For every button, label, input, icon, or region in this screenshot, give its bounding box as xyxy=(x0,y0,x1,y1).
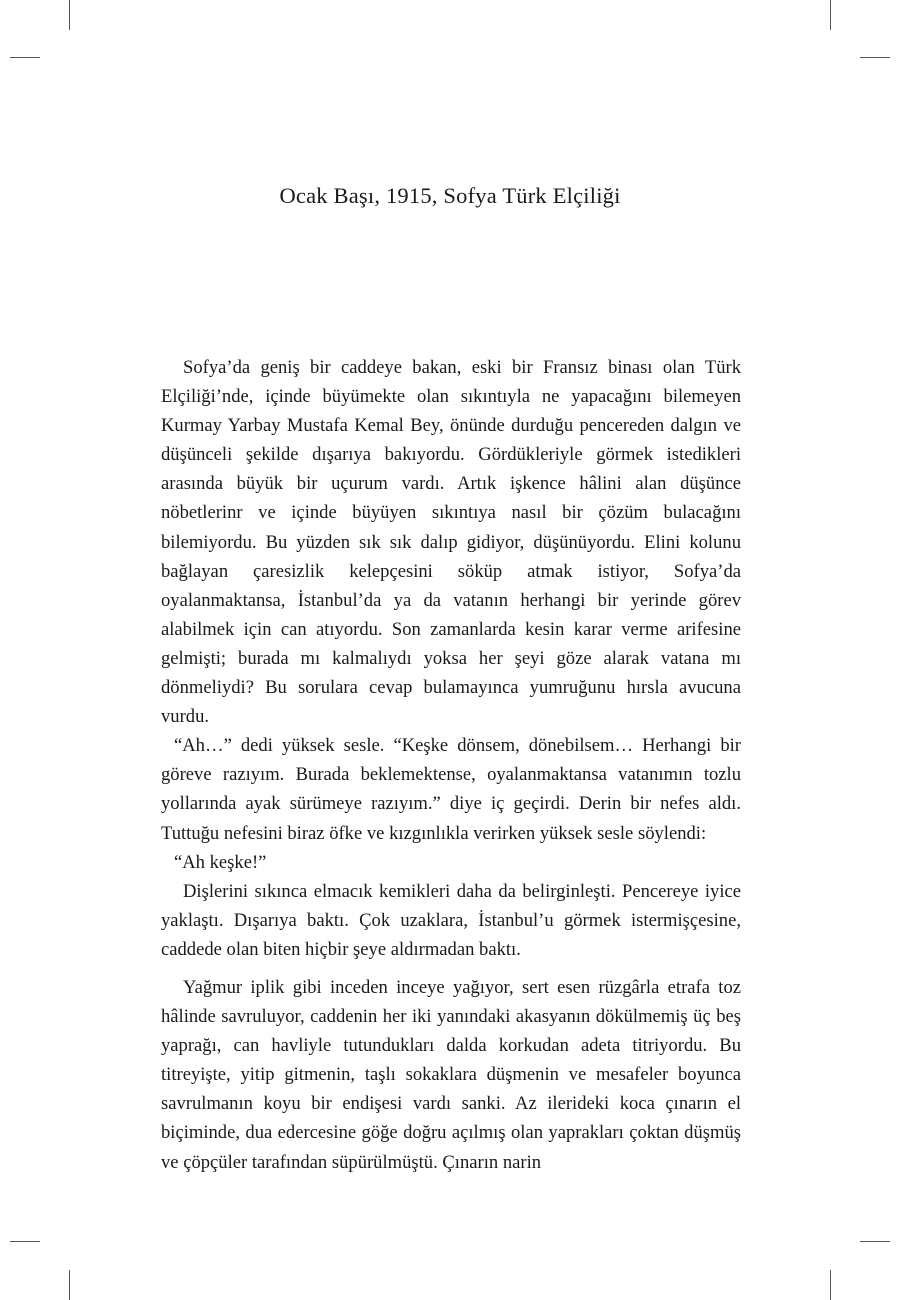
crop-mark-bottom-right xyxy=(830,1270,831,1300)
paragraph-3: “Ah keşke!” xyxy=(174,851,267,873)
crop-mark-right-top xyxy=(860,57,890,58)
paragraph-4: Dişlerini sıkınca elmacık kemikleri daha da belirginleşti. Pencereye iyice yaklaştı. Dışarıya baktı. Çok uzaklara, İstanbul’u görmek istermişçesine, caddede olan biten hiçbir şeye aldırmadan baktı. xyxy=(161,880,741,960)
chapter-title: Ocak Başı, 1915, Sofya Türk Elçiliği xyxy=(279,183,621,208)
crop-mark-left-top xyxy=(10,57,40,58)
crop-mark-left-bottom xyxy=(10,1241,40,1242)
crop-mark-bottom-left xyxy=(69,1270,70,1300)
paragraph-1: Sofya’da geniş bir caddeye bakan, eski bir Fransız binası olan Türk Elçiliği’nde, içinde büyümekte olan sıkıntıyla ne yapacağını bilemeyen Kurmay Yarbay Mustafa Kemal Bey, önünde durduğu pencereden dalgın ve düşünceli şekilde dışarıya bakıyordu. Gördükleriyle görmek istedikleri arasında büyük bir uçurum vardı. Artık işkence hâlini alan düşünce nöbetlerinr ve içinde büyüyen sıkıntıya nasıl bir çözüm bulacağını bilemiyordu. Bu yüzden sık sık dalıp gidiyor, düşünüyordu. Elini kolunu bağlayan çaresizlik kelepçesini söküp atmak istiyor, Sofya’da oyalanmaktansa, İstanbul’da ya da vatanın herhangi bir yerinde görev alabilmek için can atıyordu. Son zamanlarda kesin karar verme arifesine gelmişti; burada mı kalmalıydı yoksa her şeyi göze alarak vatana mı dönmeliydi? Bu sorulara cevap bulamayınca yumruğunu hırsla avucuna vurdu. xyxy=(161,357,741,728)
crop-mark-right-bottom xyxy=(860,1241,890,1242)
crop-mark-top-left xyxy=(69,0,70,30)
paragraph-2: “Ah…” dedi yüksek sesle. “Keşke dönsem, dönebilsem… Herhangi bir göreve razıyım. Burada beklemektense, oyalanmaktansa vatanımın tozlu yollarında ayak sürümeye razıyım.” diye iç geçirdi. Derin bir nefes aldı. Tuttuğu nefesini biraz öfke ve kızgınlıkla verirken yüksek sesle söylendi: xyxy=(161,735,741,844)
paragraph-5: Yağmur iplik gibi inceden inceye yağıyor, sert esen rüzgârla etrafa toz hâlinde savruluyor, caddenin her iki yanındaki akasyanın dökülmemiş üç beş yaprağı, can havliyle tutundukları dalda korkudan adeta titriyordu. Bu titreyişte, yitip gitmenin, taşlı sokaklara düşmenin ve mesafeler boyunca savrulmanın koyu bir endişesi vardı sanki. Az ilerideki koca çınarın el biçiminde, dua edercesine göğe doğru açılmış olan yaprakları çoktan düşmüş ve çöpçüler tarafından süpürülmüştü. Çınarın narin xyxy=(161,976,741,1173)
body-text xyxy=(161,353,741,1177)
crop-mark-top-right xyxy=(830,0,831,30)
